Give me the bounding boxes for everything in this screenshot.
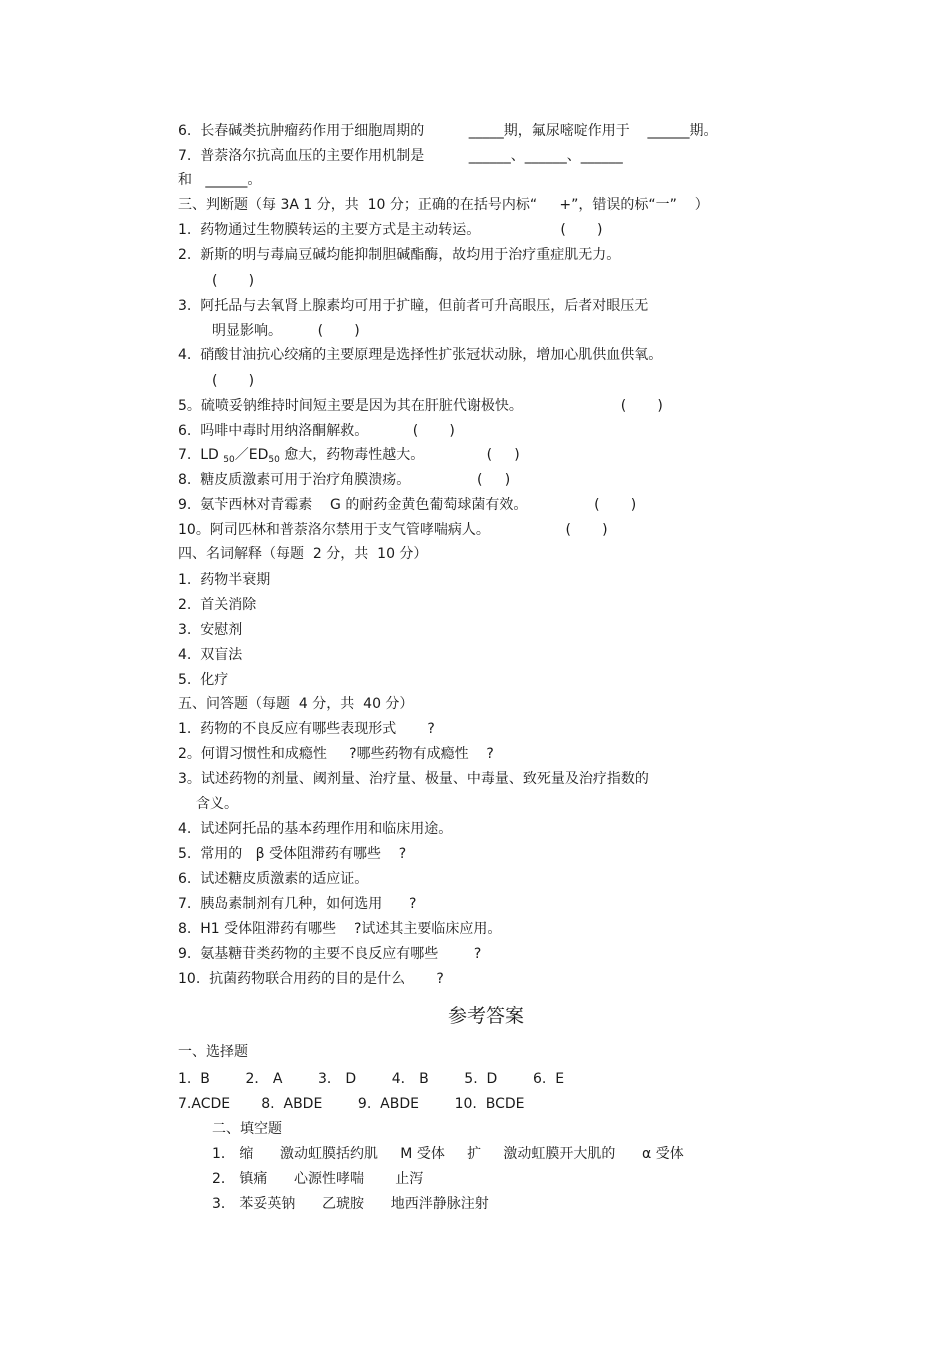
qa-question-9: 9. 氨基糖苷类药物的主要不良反应有哪些 ? bbox=[178, 946, 482, 962]
qa-question-4: 4. 试述阿托品的基本药理作用和临床用途。 bbox=[178, 821, 453, 837]
fill-question-7-continued: 和 ______。 bbox=[178, 172, 262, 188]
judge-question-5: 5。硫喷妥钠维持时间短主要是因为其在肝脏代谢极快。 ( ) bbox=[178, 398, 663, 414]
choice-answers-heading: 一、选择题 bbox=[178, 1044, 248, 1060]
qa-question-8: 8. H1 受体阻滞药有哪些 ?试述其主要临床应用。 bbox=[178, 921, 502, 937]
term-item-5: 5. 化疗 bbox=[178, 672, 229, 688]
judge-question-3: 3. 阿托品与去氧肾上腺素均可用于扩瞳，但前者可升高眼压，后者对眼压无 bbox=[178, 298, 649, 314]
judge-question-9: 9. 氨苄西林对青霉素 G 的耐药金黄色葡萄球菌有效。 ( ) bbox=[178, 497, 637, 513]
judge-question-2-paren: ( ) bbox=[212, 273, 255, 289]
judge-q7-subscript-ed: 50 bbox=[268, 455, 280, 465]
term-item-2: 2. 首关消除 bbox=[178, 597, 257, 613]
qa-question-2: 2。何谓习惯性和成瘾性 ?哪些药物有成瘾性 ? bbox=[178, 746, 494, 762]
qa-question-10: 10. 抗菌药物联合用药的目的是什么 ? bbox=[178, 971, 444, 987]
fill-answer-3: 3． 苯妥英钠 乙琥胺 地西泮静脉注射 bbox=[212, 1196, 489, 1212]
judge-question-3-continued: 明显影响。 ( ) bbox=[212, 323, 360, 339]
choice-answers-row-1: 1. B 2． A 3． D 4． B 5. D 6. E bbox=[178, 1071, 565, 1087]
choice-answers-row-2: 7.ACDE 8. ABDE 9. ABDE 10. BCDE bbox=[178, 1096, 525, 1112]
term-item-4: 4. 双盲法 bbox=[178, 647, 243, 663]
judge-question-4-paren: ( ) bbox=[212, 373, 255, 389]
judge-q7-prefix: 7. LD bbox=[178, 447, 224, 463]
qa-section-heading: 五、问答题（每题 4 分，共 40 分） bbox=[178, 696, 414, 712]
judge-question-8: 8. 糖皮质激素可用于治疗角膜溃疡。 ( ) bbox=[178, 472, 511, 488]
terms-section-heading: 四、名词解释（每题 2 分，共 10 分） bbox=[178, 546, 428, 562]
fill-question-7: 7. 普萘洛尔抗高血压的主要作用机制是 ______、______、______ bbox=[178, 148, 623, 164]
qa-question-7: 7. 胰岛素制剂有几种，如何选用 ? bbox=[178, 896, 417, 912]
judge-q7-suffix: 愈大，药物毒性越大。 ( ) bbox=[279, 447, 520, 463]
fill-answers-heading: 二、填空题 bbox=[212, 1121, 282, 1137]
qa-question-3: 3。试述药物的剂量、阈剂量、治疗量、极量、中毒量、致死量及治疗指数的 bbox=[178, 771, 649, 787]
judge-q7-middle: ／ED bbox=[234, 447, 269, 463]
judge-section-heading: 三、判断题（每 3A 1 分，共 10 分；正确的在括号内标“ +”，错误的标“一” ） bbox=[178, 197, 709, 213]
judge-question-2: 2. 新斯的明与毒扁豆碱均能抑制胆碱酯酶，故均用于治疗重症肌无力。 bbox=[178, 247, 621, 263]
term-item-3: 3. 安慰剂 bbox=[178, 622, 243, 638]
fill-question-6: 6. 长春碱类抗肿瘤药作用于细胞周期的 _____期，氟尿嘧啶作用于 ______期。 bbox=[178, 123, 718, 139]
fill-answer-2: 2． 镇痛 心源性哮喘 止泻 bbox=[212, 1171, 424, 1187]
qa-question-3-continued: 含义。 bbox=[196, 796, 238, 812]
qa-question-6: 6. 试述糖皮质激素的适应证。 bbox=[178, 871, 369, 887]
fill-answer-1: 1． 缩 激动虹膜括约肌 M 受体 扩 激动虹膜开大肌的 α 受体 bbox=[212, 1146, 684, 1162]
term-item-1: 1. 药物半衰期 bbox=[178, 572, 271, 588]
judge-question-4: 4. 硝酸甘油抗心绞痛的主要原理是选择性扩张冠状动脉，增加心肌供血供氧。 bbox=[178, 347, 663, 363]
judge-question-7 bbox=[178, 446, 520, 464]
qa-question-5: 5. 常用的 β 受体阻滞药有哪些 ? bbox=[178, 846, 407, 862]
answer-key-title: 参考答案 bbox=[448, 1005, 525, 1027]
judge-question-6: 6. 吗啡中毒时用纳洛酮解救。 ( ) bbox=[178, 423, 455, 439]
judge-question-1: 1. 药物通过生物膜转运的主要方式是主动转运。 ( ) bbox=[178, 222, 603, 238]
judge-q7-subscript-ld: 50 bbox=[223, 455, 235, 465]
judge-question-10: 10。阿司匹林和普萘洛尔禁用于支气管哮喘病人。 ( ) bbox=[178, 522, 608, 538]
qa-question-1: 1. 药物的不良反应有哪些表现形式 ? bbox=[178, 721, 435, 737]
